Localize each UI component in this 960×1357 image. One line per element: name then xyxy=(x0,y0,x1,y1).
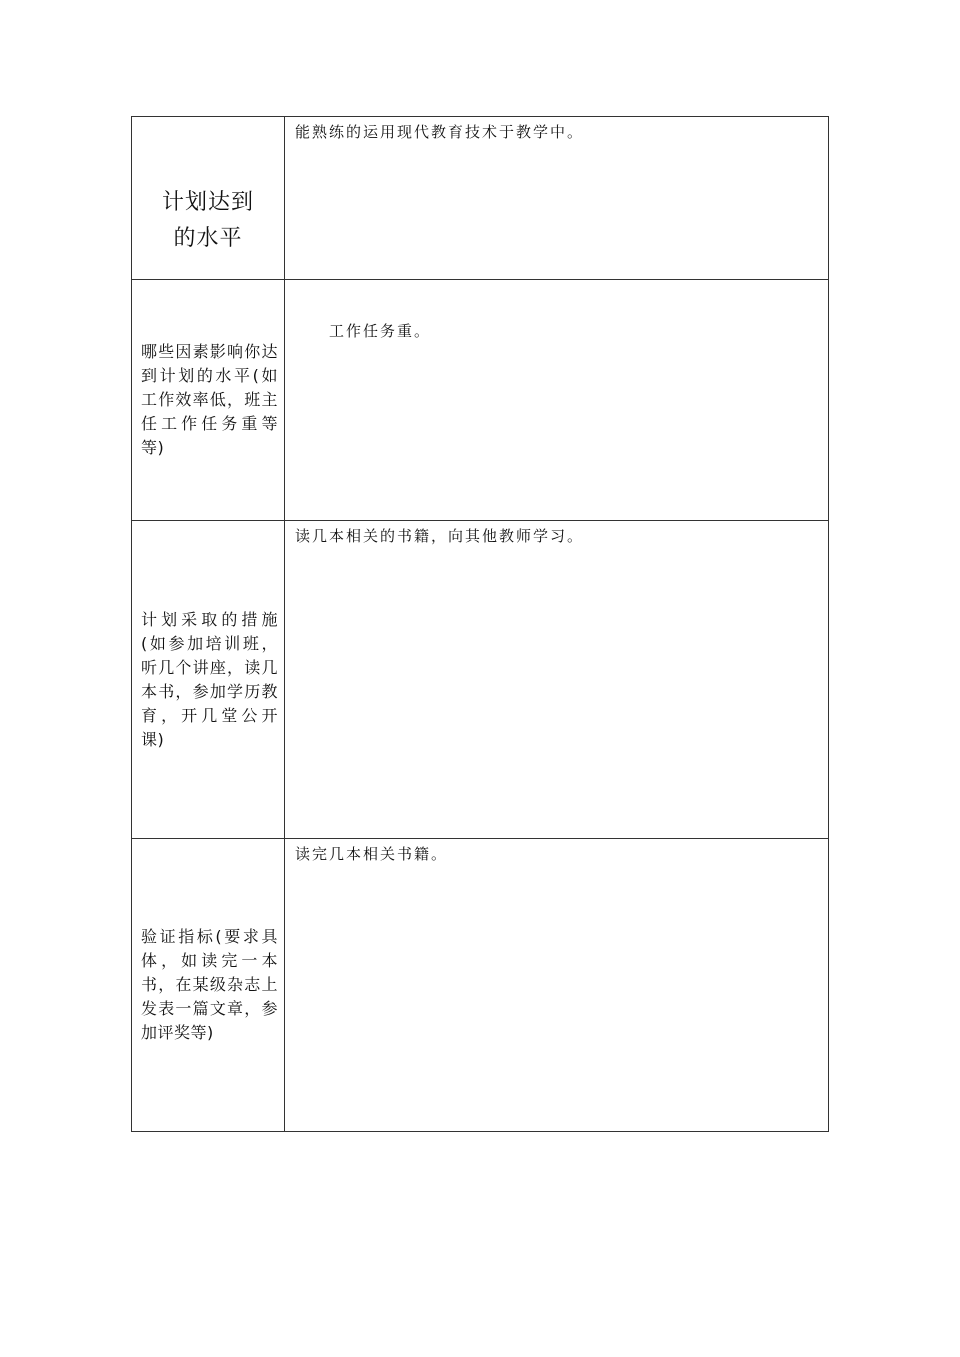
plan-form-table xyxy=(131,116,829,1132)
content-planned-measures: 读几本相关的书籍，向其他教师学习。 xyxy=(285,521,829,839)
table-row-planned-measures xyxy=(132,521,829,839)
label-verification-indicators: 验证指标(要求具体，如读完一本书，在某级杂志上发表一篇文章，参加评奖等) xyxy=(132,839,285,1132)
label-target-level-line1: 计划达到 xyxy=(161,190,254,215)
table-row-verification-indicators xyxy=(132,839,829,1132)
table-row-target-level xyxy=(132,117,829,280)
content-verification-indicators: 读完几本相关书籍。 xyxy=(285,839,829,1132)
content-target-level: 能熟练的运用现代教育技术于教学中。 xyxy=(285,117,829,280)
label-target-level-line2: 的水平 xyxy=(173,226,243,251)
table-row-influencing-factors xyxy=(132,280,829,521)
label-influencing-factors: 哪些因素影响你达到计划的水平(如工作效率低，班主任工作任务重等等) xyxy=(132,280,285,521)
label-planned-measures: 计划采取的措施(如参加培训班，听几个讲座，读几本书，参加学历教育，开几堂公开课) xyxy=(132,521,285,839)
content-influencing-factors: 工作任务重。 xyxy=(285,280,829,521)
label-target-level xyxy=(132,117,285,280)
